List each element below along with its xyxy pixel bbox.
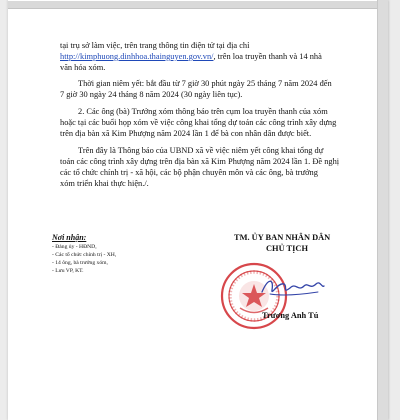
signer-name: Trương Anh Tú <box>262 311 319 320</box>
page-top-bar <box>8 1 388 9</box>
signature-title: TM. ỦY BAN NHÂN DÂN <box>234 233 331 242</box>
document-page <box>8 0 388 420</box>
paragraph-1-line-2-rest: , trên loa truyền thanh và 14 nhà <box>213 52 322 61</box>
posting-time-line-2: 7 giờ 30 ngày 24 tháng 8 năm 2024 (30 ngày liên tục). <box>60 90 243 99</box>
paragraph-2-line-2: hoặc tại các buổi họp xóm về việc công khai tổng dự toán các công trình xây dựng <box>60 118 337 127</box>
paragraph-1-line-2 <box>60 52 322 62</box>
recipient-item: - Đảng ủy - HĐND, <box>52 244 97 250</box>
paragraph-3-line-4: xóm triển khai thực hiện./. <box>60 179 149 188</box>
recipient-item: - Lưu VP, KT. <box>52 268 84 274</box>
paragraph-3-line-3: các tổ chức chính trị - xã hội, các bộ phận chuyên môn và các ông, bà trưởng <box>60 168 318 177</box>
paragraph-2-line-3: trên địa bàn xã Kim Phượng năm 2024 lần 1 để bà con nhân dân được biết. <box>60 129 312 138</box>
website-link[interactable]: http://kimphuong.dinhhoa.thainguyen.gov.vn/ <box>60 52 214 61</box>
vertical-scrollbar[interactable] <box>377 0 388 420</box>
paragraph-3-line-1: Trên đây là Thông báo của UBND xã về việc niêm yết công khai tổng dự <box>78 146 324 155</box>
handwritten-signature <box>258 272 328 302</box>
paragraph-1-line-1: tại trụ sở làm việc, trên trang thông tin điện tử tại địa chỉ <box>60 41 250 50</box>
recipient-item: - 14 ông, bà trưởng xóm, <box>52 260 108 266</box>
posting-time-line-1: Thời gian niêm yết: bắt đầu từ 7 giờ 30 phút ngày 25 tháng 7 năm 2024 đến <box>78 79 332 88</box>
paragraph-2-line-1: 2. Các ông (bà) Trưởng xóm thông báo trên cụm loa truyền thanh của xóm <box>78 107 328 116</box>
paragraph-1-line-3: văn hóa xóm. <box>60 63 106 72</box>
recipients-heading: Nơi nhận: <box>52 233 87 242</box>
signature-position: CHỦ TỊCH <box>266 244 308 253</box>
paragraph-3-line-2: toán các công trình xây dựng trên địa bàn xã Kim Phượng năm 2024 lần 1. Đề nghị <box>60 157 340 166</box>
recipient-item: - Các tổ chức chính trị - XH, <box>52 252 117 258</box>
